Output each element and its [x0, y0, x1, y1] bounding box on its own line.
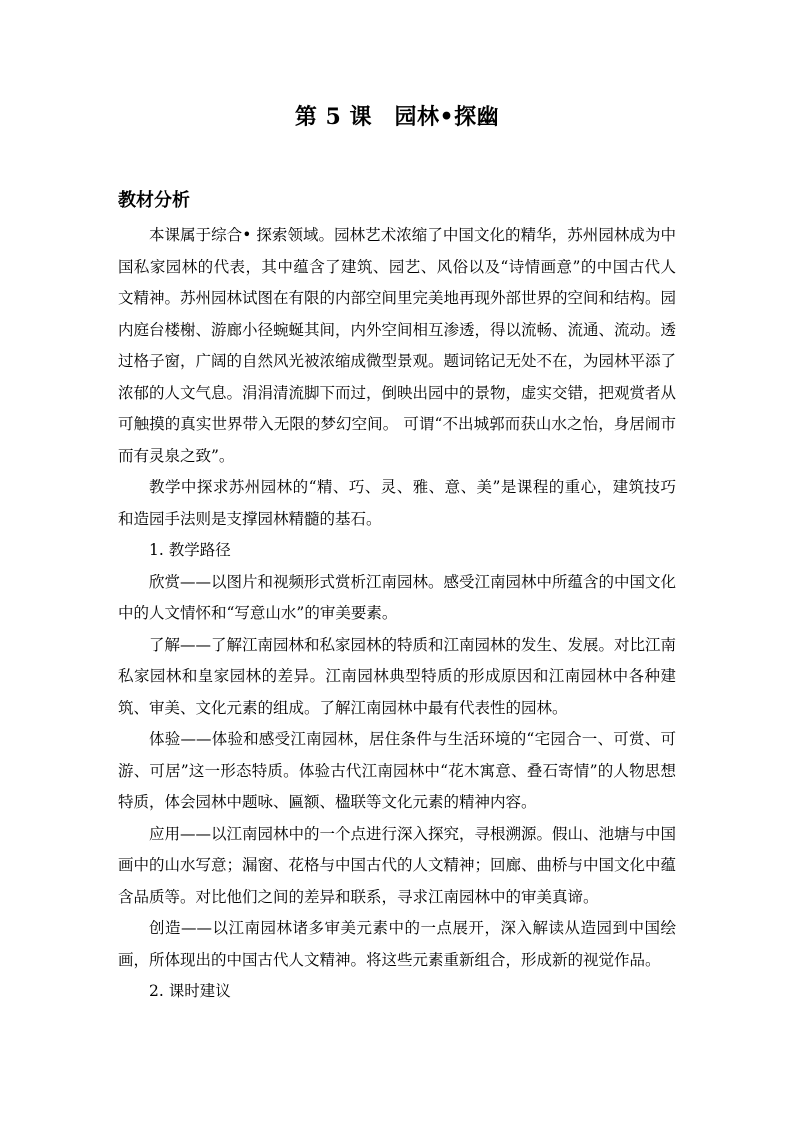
- paragraph-intro: 本课属于综合• 探索领域。园林艺术浓缩了中国文化的精华，苏州园林成为中国私家园林的代表，其中蕴含了建筑、园艺、风俗以及“诗情画意”的中国古代人文精神。苏州园林试图在有限的内部空间里完美地再现外部世界的空间和结构。园内庭台楼榭、游廊小径蜿蜒其间，内外空间相互渗透，得以流畅、流通、流动。透过格子窗，广阔的自然风光被浓缩成微型景观。题词铭记无处不在，为园林平添了浓郁的人文气息。涓涓清流脚下而过，倒映出园中的景物，虚实交错，把观赏者从可触摸的真实世界带入无限的梦幻空间。 可谓“不出城郭而获山水之怡，身居闹市而有灵泉之致”。: [118, 226, 677, 465]
- page-title: 第 5 课 园林•探幽: [294, 104, 500, 130]
- paragraph-appreciate: 欣赏——以图片和视频形式赏析江南园林。感受江南园林中所蕴含的中国文化中的人文情怀和“写意山水”的审美要素。: [118, 572, 677, 622]
- list-heading-lesson-time: 2. 课时建议: [149, 982, 231, 1000]
- section-heading-analysis: 教材分析: [118, 190, 190, 211]
- body-text: [118, 220, 676, 1008]
- list-heading-teaching-path: 1. 教学路径: [149, 541, 231, 559]
- paragraph-focus: 教学中探求苏州园林的“精、巧、灵、雅、意、美”是课程的重心，建筑技巧和造园手法则是支撑园林精髓的基石。: [118, 478, 676, 528]
- paragraph-apply: 应用——以江南园林中的一个点进行深入探究，寻根溯源。假山、池塘与中国画中的山水写意；漏窗、花格与中国古代的人文精神；回廊、曲桥与中国文化中蕴含品质等。对比他们之间的差异和联系，寻求江南园林中的审美真谛。: [118, 824, 677, 906]
- paragraph-create: 创造——以江南园林诸多审美元素中的一点展开，深入解读从造园到中国绘画，所体现出的中国古代人文精神。将这些元素重新组合，形成新的视觉作品。: [118, 919, 676, 969]
- paragraph-experience: 体验——体验和感受江南园林，居住条件与生活环境的“宅园合一、可赏、可游、可居”这一形态特质。体验古代江南园林中“花木寓意、叠石寄情”的人物思想特质，体会园林中题咏、匾额、楹联等文化元素的精神内容。: [118, 730, 676, 811]
- paragraph-understand: 了解——了解江南园林和私家园林的特质和江南园林的发生、发展。对比江南私家园林和皇家园林的差异。江南园林典型特质的形成原因和江南园林中各种建筑、审美、文化元素的组成。了解江南园林中最有代表性的园林。: [118, 635, 677, 717]
